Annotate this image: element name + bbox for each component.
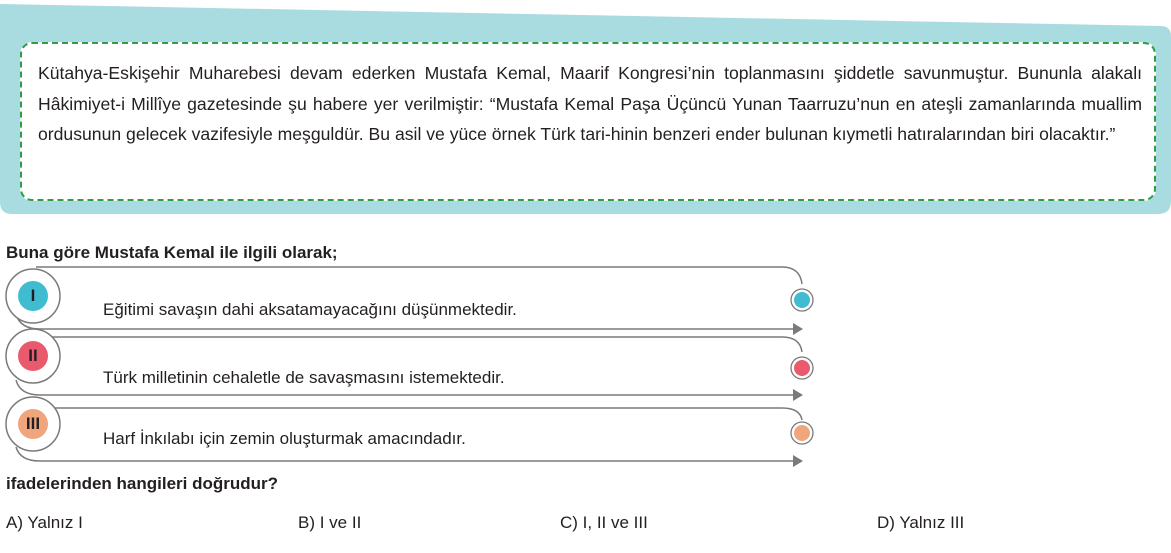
- statement-1-numeral: [18, 281, 48, 311]
- statement-3-dot: [794, 425, 810, 441]
- statement-1-numeral-text: I: [30, 286, 36, 305]
- statement-3-numeral: [18, 409, 48, 439]
- question-stem: Buna göre Mustafa Kemal ile ilgili olarak;: [6, 243, 338, 262]
- statement-3-text: Harf İnkılabı için zemin oluşturmak amacındadır.: [103, 429, 466, 448]
- statement-2-numeral-text: II: [28, 346, 38, 365]
- statement-1-text: Eğitimi savaşın dahi aksatamayacağını düşünmektedir.: [103, 300, 517, 319]
- statement-3-numeral-text: III: [25, 414, 41, 433]
- option-a[interactable]: A) Yalnız I: [6, 513, 83, 532]
- connector-item-2: [6, 329, 813, 401]
- option-b[interactable]: B) I ve II: [298, 513, 362, 532]
- option-c[interactable]: C) I, II ve III: [560, 513, 648, 532]
- option-d[interactable]: D) Yalnız III: [877, 513, 965, 532]
- statement-2-text: Türk milletinin cehaletle de savaşmasını istemektedir.: [103, 368, 505, 387]
- question-ending: ifadelerinden hangileri doğrudur?: [6, 474, 279, 493]
- statement-2-numeral: [18, 341, 48, 371]
- statement-1-dot: [794, 292, 810, 308]
- passage-text: Kütahya-Eskişehir Muharebesi devam ederken Mustafa Kemal, Maarif Kongresi’nin toplanmasını şiddetle savunmuştur. Bununla alakalı Hâkimiyet-i Millîye gazetesinde şu habere yer verilmiştir: “Mustafa Kemal Paşa Üçüncü Yunan Taarruzu’nun en ateşli zamanlarında muallim ordusunun gelecek vazifesiyle meşguldür. Bu asil ve yüce örnek Türk tari-hinin benzeri ender bulunan kıymetli hatıralarından biri olacaktır.”: [38, 63, 1142, 144]
- statement-2-dot: [794, 360, 810, 376]
